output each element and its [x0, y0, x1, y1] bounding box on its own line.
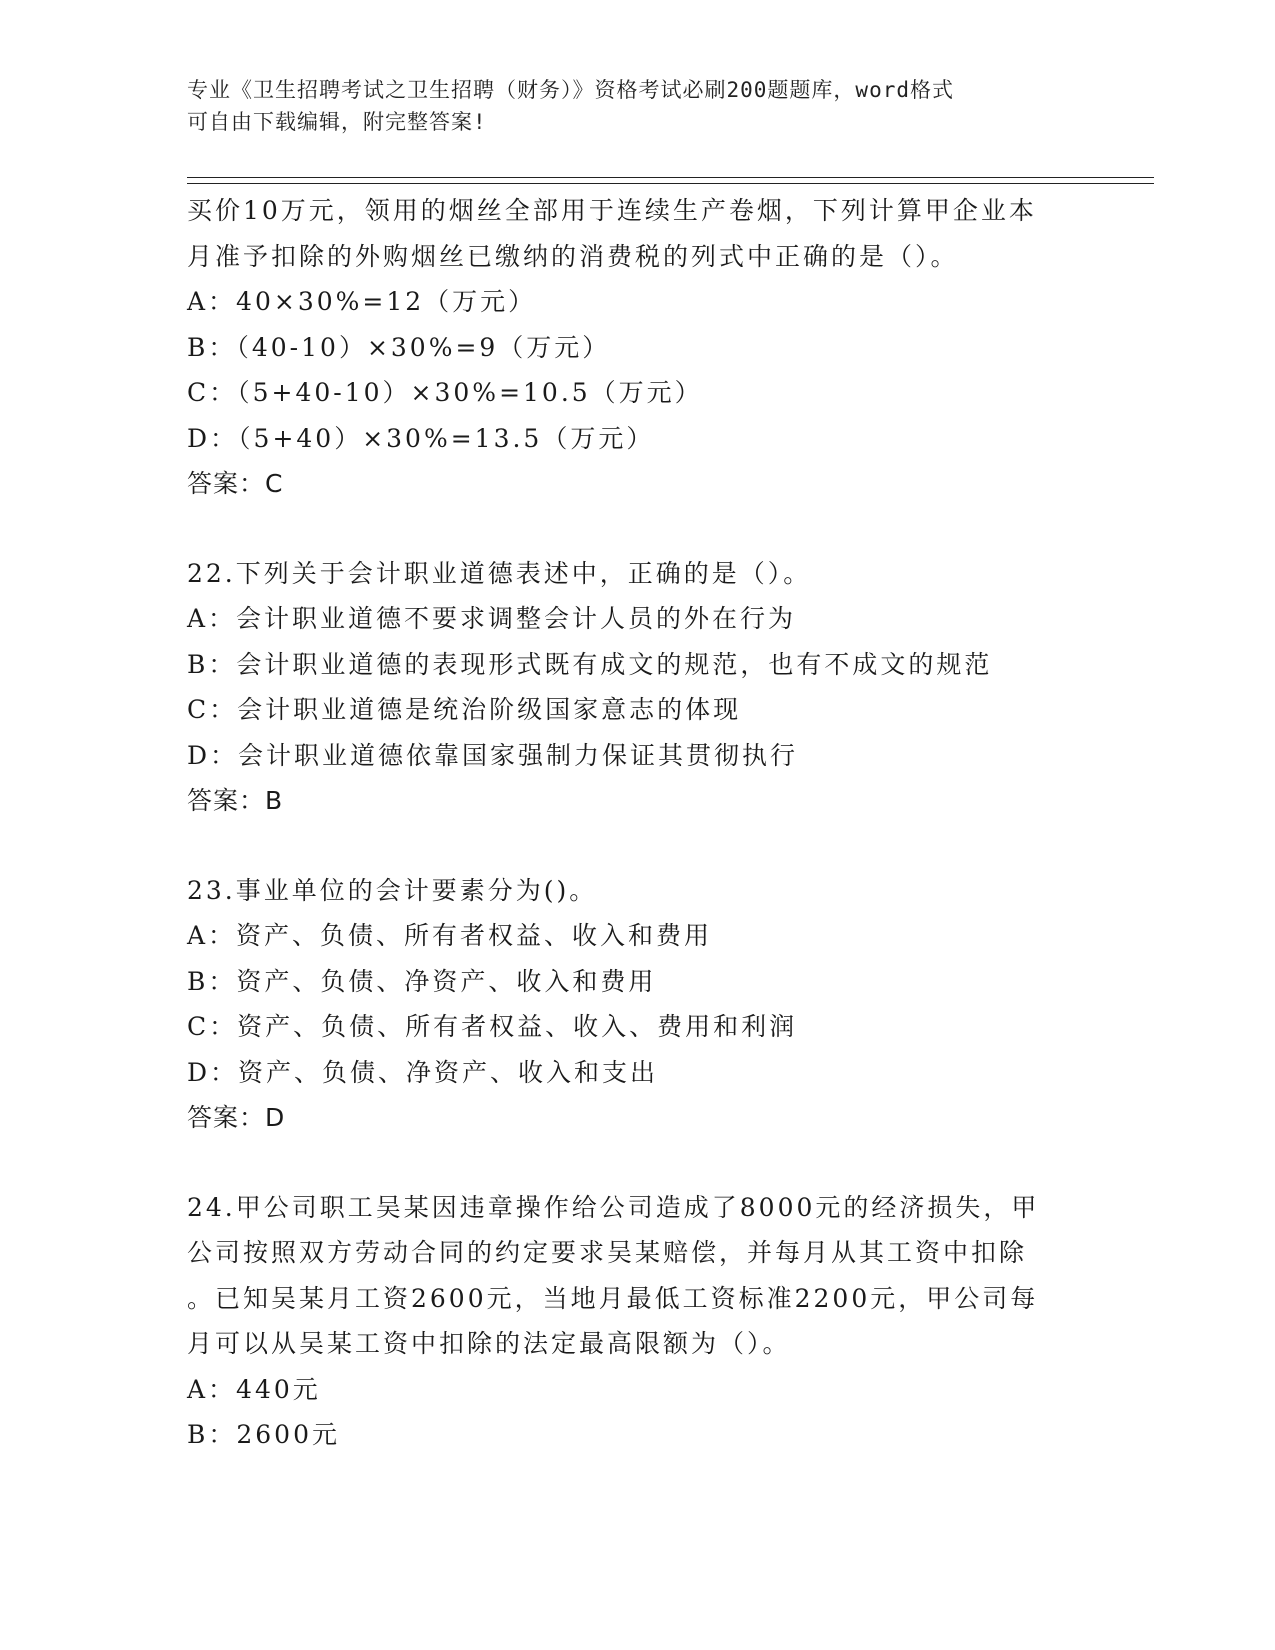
- document-header: [187, 74, 1067, 138]
- question-text-line: 月可以从吴某工资中扣除的法定最高限额为（）。: [187, 1329, 791, 1358]
- question-text-line: 买价10万元，领用的烟丝全部用于连续生产卷烟，下列计算甲企业本: [187, 196, 1037, 225]
- question-text-line: 22.下列关于会计职业道德表述中，正确的是（）。: [187, 558, 812, 588]
- option-d: D：会计职业道德依靠国家强制力保证其贯彻执行: [187, 740, 799, 770]
- option-a: A：40×30%=12（万元）: [187, 287, 537, 316]
- question-text-line: 公司按照双方劳动合同的约定要求吴某赔偿，并每月从其工资中扣除: [187, 1238, 1028, 1267]
- question-text-line: 23.事业单位的会计要素分为()。: [187, 875, 598, 905]
- option-d: D：资产、负债、净资产、收入和支出: [187, 1057, 659, 1087]
- question-21-continuation: [187, 188, 1087, 507]
- question-text-line: 。已知吴某月工资2600元，当地月最低工资标准2200元，甲公司每: [187, 1283, 1039, 1313]
- option-a: A：会计职业道德不要求调整会计人员的外在行为: [187, 604, 797, 633]
- option-a: A：资产、负债、所有者权益、收入和费用: [187, 921, 713, 950]
- question-text-line: 24.甲公司职工吴某因违章操作给公司造成了8000元的经济损失，甲: [187, 1192, 1040, 1222]
- option-b: B：资产、负债、净资产、收入和费用: [187, 966, 657, 996]
- option-b: B：（40-10）×30%=9（万元）: [187, 332, 611, 362]
- option-a: A：440元: [187, 1374, 321, 1404]
- option-c: C：资产、负债、所有者权益、收入、费用和利润: [187, 1012, 798, 1041]
- option-b: B：会计职业道德的表现形式既有成文的规范，也有不成文的规范: [187, 649, 993, 679]
- question-content: [187, 188, 1087, 1458]
- header-title-line-2: 可自由下载编辑，附完整答案!: [187, 110, 487, 134]
- option-c: C：（5+40-10）×30%=10.5（万元）: [187, 378, 703, 407]
- question-24: [187, 1185, 1087, 1458]
- option-b: B：2600元: [187, 1420, 340, 1449]
- question-text-line: 月准予扣除的外购烟丝已缴纳的消费税的列式中正确的是（）。: [187, 241, 959, 271]
- option-c: C：会计职业道德是统治阶级国家意志的体现: [187, 695, 742, 724]
- header-title-line-1: 专业《卫生招聘考试之卫生招聘（财务）》资格考试必刷200题题库，word格式: [187, 78, 954, 102]
- answer-line: 答案：C: [187, 469, 284, 498]
- question-23: [187, 868, 1087, 1141]
- answer-line: 答案：B: [187, 786, 284, 815]
- answer-line: 答案：D: [187, 1103, 286, 1132]
- question-22: [187, 551, 1087, 824]
- option-d: D：（5+40）×30%=13.5（万元）: [187, 423, 655, 453]
- header-divider: [187, 177, 1154, 184]
